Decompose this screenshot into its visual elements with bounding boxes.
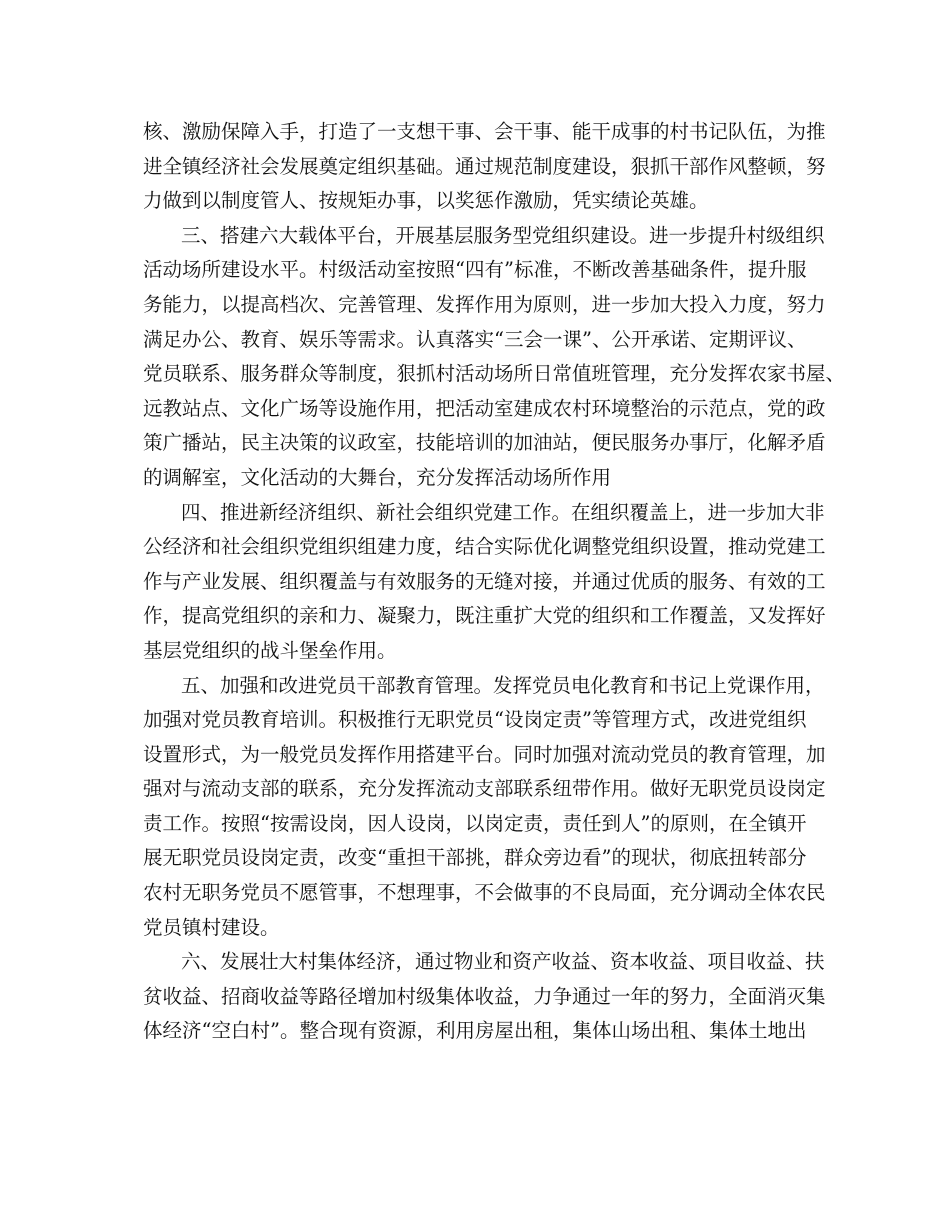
text-line: 贫收益、招商收益等路径增加村级集体收益，力争通过一年的努力，全面消灭集 bbox=[143, 984, 826, 1008]
text-line: 加强对党员教育培训。积极推行无职党员“设岗定责”等管理方式，改进党组织 bbox=[143, 708, 807, 732]
text-line: 力做到以制度管人、按规矩办事，以奖惩作激励，凭实绩论英雄。 bbox=[143, 189, 709, 213]
text-line: 设置形式，为一般党员发挥作用搭建平台。同时加强对流动党员的教育管理，加 bbox=[143, 742, 826, 766]
section-heading-line: 四、推进新经济组织、新社会组织党建工作。在组织覆盖上，进一步加大非 bbox=[181, 500, 825, 524]
text-line: 进全镇经济社会发展奠定组织基础。通过规范制度建设，狠抓干部作风整顿，努 bbox=[143, 154, 826, 178]
text-line: 体经济“空白村”。整合现有资源，利用房屋出租，集体山场出租、集体土地出 bbox=[143, 1019, 807, 1043]
text-line: 核、激励保障入手，打造了一支想干事、会干事、能干成事的村书记队伍，为推 bbox=[143, 120, 826, 143]
text-line: 的调解室，文化活动的大舞台，充分发挥活动场所作用 bbox=[143, 465, 612, 489]
text-line: 远教站点、文化广场等设施作用，把活动室建成农村环境整治的示范点，党的政 bbox=[143, 396, 826, 420]
text-line: 活动场所建设水平。村级活动室按照“四有”标准，不断改善基础条件，提升服 bbox=[143, 258, 807, 282]
text-line: 满足办公、教育、娱乐等需求。认真落实“三会一课”、公开承诺、定期评议、 bbox=[143, 327, 807, 351]
text-line: 党员镇村建设。 bbox=[143, 915, 280, 939]
text-line: 强对与流动支部的联系，充分发挥流动支部联系纽带作用。做好无职党员设岗定 bbox=[143, 777, 826, 801]
text-line: 务能力，以提高档次、完善管理、发挥作用为原则，进一步加大投入力度，努力 bbox=[143, 292, 826, 316]
section-heading-line: 六、发展壮大村集体经济，通过物业和资产收益、资本收益、项目收益、扶 bbox=[181, 950, 825, 974]
text-line: 展无职党员设岗定责，改变“重担干部挑，群众旁边看”的现状，彻底扭转部分 bbox=[143, 846, 807, 870]
text-line: 基层党组织的战斗堡垒作用。 bbox=[143, 638, 397, 662]
text-line: 策广播站，民主决策的议政室，技能培训的加油站，便民服务办事厅，化解矛盾 bbox=[143, 431, 826, 455]
section-heading-line: 三、搭建六大载体平台，开展基层服务型党组织建设。进一步提升村级组织 bbox=[181, 223, 825, 247]
text-line: 责工作。按照“按需设岗，因人设岗，以岗定责，责任到人”的原则，在全镇开 bbox=[143, 811, 807, 835]
text-line: 作与产业发展、组织覆盖与有效服务的无缝对接，并通过优质的服务、有效的工 bbox=[143, 569, 826, 593]
text-line: 党员联系、服务群众等制度，狠抓村活动场所日常值班管理，充分发挥农家书屋、 bbox=[143, 362, 846, 386]
section-heading-line: 五、加强和改进党员干部教育管理。发挥党员电化教育和书记上党课作用， bbox=[181, 673, 825, 697]
text-line: 作，提高党组织的亲和力、凝聚力，既注重扩大党的组织和工作覆盖，又发挥好 bbox=[143, 604, 826, 628]
text-line: 农村无职务党员不愿管事，不想理事，不会做事的不良局面，充分调动全体农民 bbox=[143, 881, 826, 905]
text-line: 公经济和社会组织党组织组建力度，结合实际优化调整党组织设置，推动党建工 bbox=[143, 535, 826, 559]
body-text bbox=[143, 115, 846, 1049]
